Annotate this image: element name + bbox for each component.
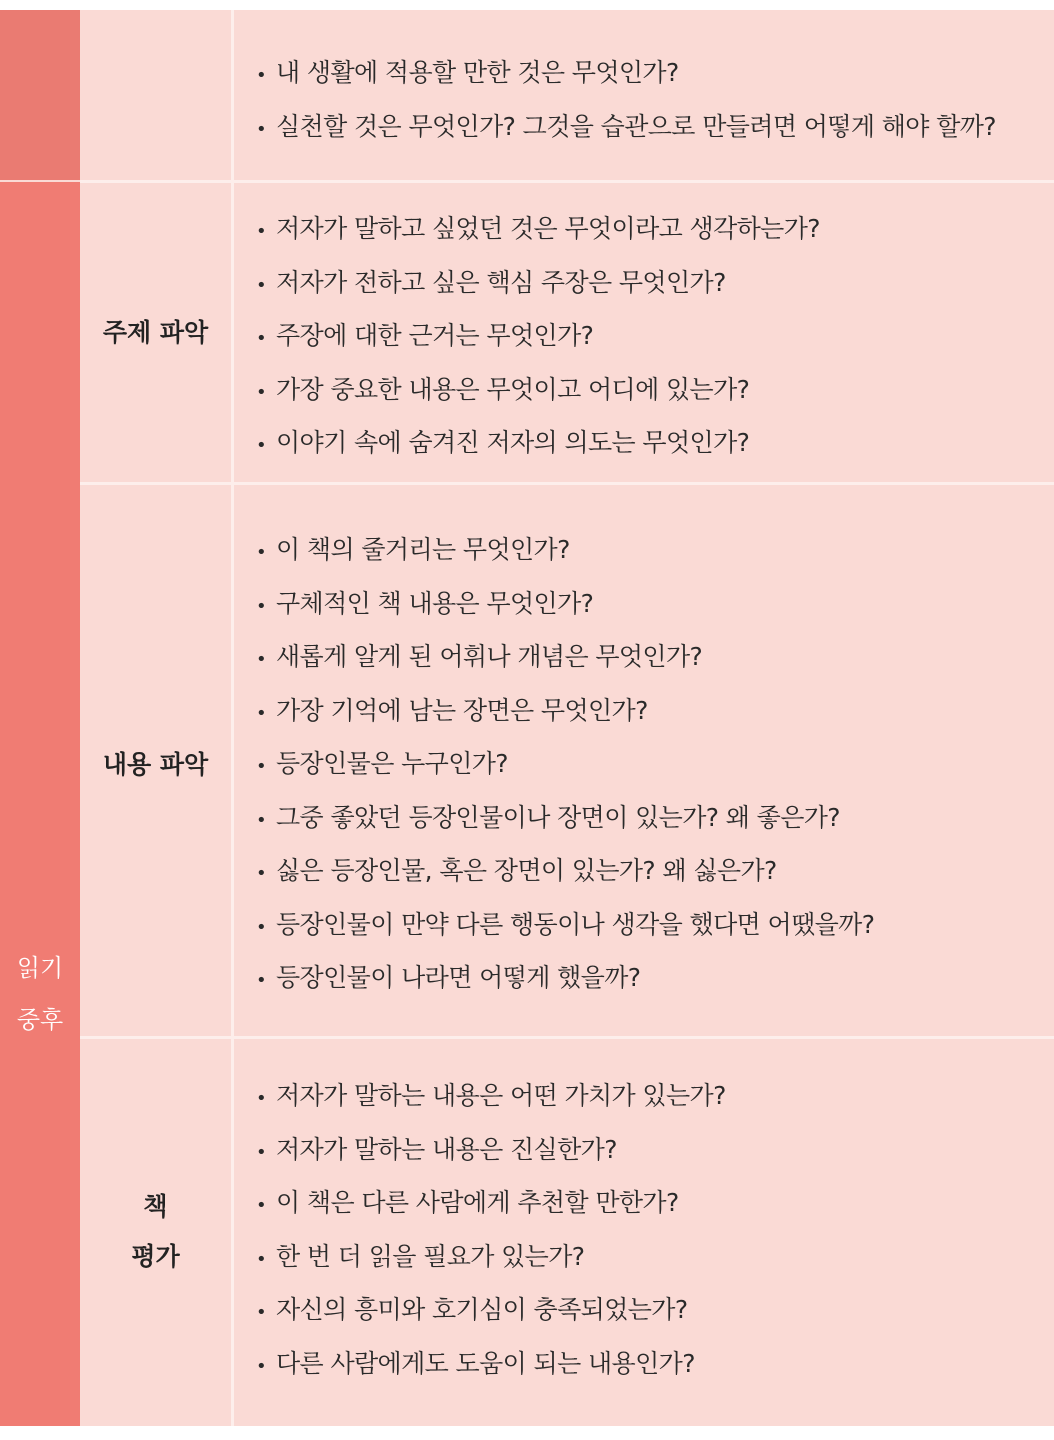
question-item: • 실천할 것은 무엇인가? 그것을 습관으로 만들려면 어떻게 해야 할까? <box>256 100 996 154</box>
bullet-icon: • <box>256 756 267 777</box>
question-item: • 저자가 전하고 싶은 핵심 주장은 무엇인가? <box>256 256 820 310</box>
question-list-theme <box>256 202 820 470</box>
question-item: • 내 생활에 적용할 만한 것은 무엇인가? <box>256 46 996 100</box>
question-list-application <box>256 46 996 153</box>
question-item: • 가장 기억에 남는 장면은 무엇인가? <box>256 684 874 738</box>
bullet-icon: • <box>256 435 267 456</box>
question-item: • 이 책은 다른 사람에게 추천할 만한가? <box>256 1176 726 1230</box>
question-item: • 등장인물이 만약 다른 행동이나 생각을 했다면 어땠을까? <box>256 898 874 952</box>
question-item: • 싫은 등장인물, 혹은 장면이 있는가? 왜 싫은가? <box>256 844 874 898</box>
bullet-icon: • <box>256 1088 267 1109</box>
bullet-icon: • <box>256 1302 267 1323</box>
bullet-icon: • <box>256 702 267 724</box>
question-item: • 그중 좋았던 등장인물이나 장면이 있는가? 왜 좋은가? <box>256 791 874 845</box>
bullet-icon: • <box>256 1355 267 1377</box>
section-label-content: 내용 파악 <box>102 750 209 779</box>
category-column <box>0 10 80 1426</box>
row-divider <box>80 1036 1054 1039</box>
bullet-icon: • <box>256 916 267 938</box>
bullet-icon: • <box>256 809 267 831</box>
bullet-icon: • <box>256 65 267 86</box>
bullet-icon: • <box>256 274 267 296</box>
bullet-icon: • <box>256 1248 267 1270</box>
question-item: • 한 번 더 읽을 필요가 있는가? <box>256 1230 726 1284</box>
category-cell-top <box>0 10 80 180</box>
question-item: • 다른 사람에게도 도움이 되는 내용인가? <box>256 1337 726 1391</box>
question-list-evaluation <box>256 1069 726 1390</box>
bullet-icon: • <box>256 970 267 991</box>
category-label: 읽기 중후 <box>16 954 64 1034</box>
row-divider <box>80 180 1054 183</box>
bullet-icon: • <box>256 863 267 884</box>
question-item: • 이 책의 줄거리는 무엇인가? <box>256 523 874 577</box>
bullet-icon: • <box>256 649 267 670</box>
bullet-icon: • <box>256 1195 267 1216</box>
category-cell-main <box>0 182 80 1426</box>
bullet-icon: • <box>256 118 267 140</box>
row-divider <box>80 482 1054 485</box>
question-item: • 구체적인 책 내용은 무엇인가? <box>256 577 874 631</box>
reading-question-table <box>0 10 1054 1426</box>
question-item: • 가장 중요한 내용은 무엇이고 어디에 있는가? <box>256 363 820 417</box>
question-item: • 자신의 흥미와 호기심이 충족되었는가? <box>256 1283 726 1337</box>
column-divider <box>231 10 234 1426</box>
question-item: • 등장인물은 누구인가? <box>256 737 874 791</box>
question-item: • 저자가 말하고 싶었던 것은 무엇이라고 생각하는가? <box>256 202 820 256</box>
bullet-icon: • <box>256 381 267 403</box>
question-item: • 저자가 말하는 내용은 진실한가? <box>256 1123 726 1177</box>
question-item: • 등장인물이 나라면 어떻게 했을까? <box>256 951 874 1005</box>
question-item: • 새롭게 알게 된 어휘나 개념은 무엇인가? <box>256 630 874 684</box>
section-label-evaluation: 책 평가 <box>131 1192 180 1271</box>
question-item: • 주장에 대한 근거는 무엇인가? <box>256 309 820 363</box>
bullet-icon: • <box>256 542 267 563</box>
bullet-icon: • <box>256 595 267 617</box>
section-label-theme: 주제 파악 <box>102 318 209 347</box>
bullet-icon: • <box>256 221 267 242</box>
question-item: • 저자가 말하는 내용은 어떤 가치가 있는가? <box>256 1069 726 1123</box>
question-item: • 이야기 속에 숨겨진 저자의 의도는 무엇인가? <box>256 416 820 470</box>
bullet-icon: • <box>256 328 267 349</box>
question-list-content <box>256 523 874 1005</box>
bullet-icon: • <box>256 1141 267 1163</box>
